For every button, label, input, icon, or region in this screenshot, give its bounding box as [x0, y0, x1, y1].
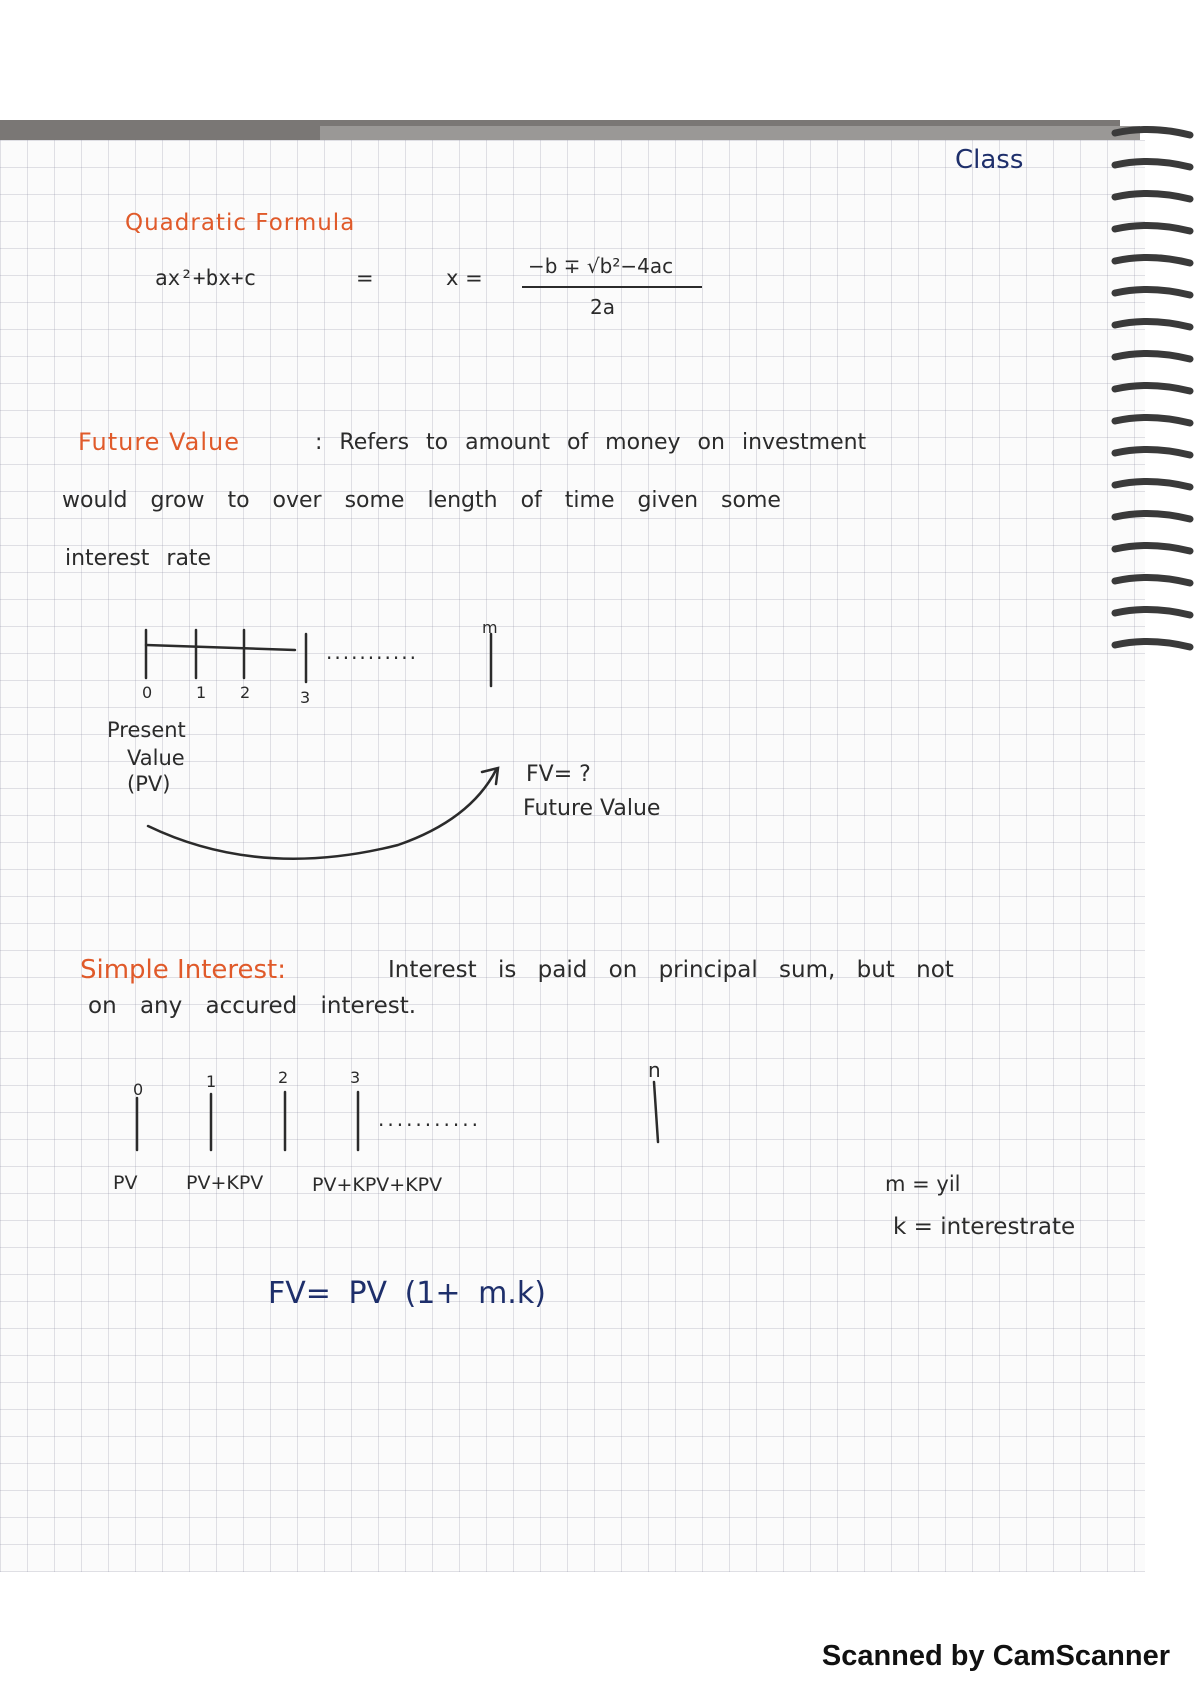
timeline1-axis [146, 645, 295, 650]
timeline2-tick-3: 3 [350, 1068, 361, 1087]
future-value-definition-3: interest rate [65, 546, 212, 571]
class-label: Class [955, 145, 1024, 175]
future-value-definition-1: : Refers to amount of money on investment [315, 430, 867, 455]
future-value-definition-2: would grow to over some length of time given some [62, 488, 781, 513]
timeline1-tick-1: 1 [196, 683, 207, 702]
quadratic-denominator: 2a [590, 295, 615, 319]
simple-interest-formula: FV= PV (1+ m.k) [268, 1276, 546, 1311]
quadratic-x-equals: x = [446, 266, 483, 290]
present-value-label-3: (PV) [127, 772, 171, 796]
legend-m: m = yil [885, 1172, 961, 1196]
present-value-label-1: Present [107, 718, 186, 742]
timeline1-dots: ........... [326, 640, 418, 664]
simple-interest-definition-2: on any accured interest. [88, 993, 417, 1019]
present-value-label-2: Value [127, 746, 185, 770]
fv-question: FV= ? [526, 762, 591, 787]
simple-value-pv-kpv: PV+KPV [186, 1172, 264, 1194]
simple-interest-heading: Simple Interest: [80, 955, 286, 985]
timeline2-end: n [648, 1058, 661, 1082]
simple-value-pv: PV [113, 1172, 138, 1194]
timeline2-tick-0: 0 [133, 1080, 144, 1099]
timeline2-tick-mark-end [654, 1082, 658, 1142]
simple-interest-definition-1: Interest is paid on principal sum, but not [388, 957, 954, 983]
timeline1-tick-0: 0 [142, 683, 153, 702]
timeline1-tick-2: 2 [240, 683, 251, 702]
quadratic-heading: Quadratic Formula [125, 210, 356, 236]
fv-label: Future Value [523, 796, 661, 821]
timeline2-dots: ........... [378, 1107, 481, 1131]
timeline2-tick-2: 2 [278, 1068, 289, 1087]
quadratic-equals: = [356, 266, 374, 290]
timeline2-tick-1: 1 [206, 1072, 217, 1091]
pv-to-fv-arrow [148, 770, 496, 859]
quadratic-lhs: ax²+bx+c [155, 266, 257, 290]
legend-k: k = interestrate [893, 1214, 1076, 1240]
camscanner-watermark: Scanned by CamScanner [821, 1640, 1170, 1672]
timeline1-end: m [482, 618, 498, 637]
quadratic-numerator: −b ∓ √b²−4ac [528, 254, 674, 278]
future-value-heading: Future Value [78, 428, 240, 456]
timeline1-tick-3: 3 [300, 688, 311, 707]
simple-value-pv-kpv-kpv: PV+KPV+KPV [312, 1174, 443, 1196]
